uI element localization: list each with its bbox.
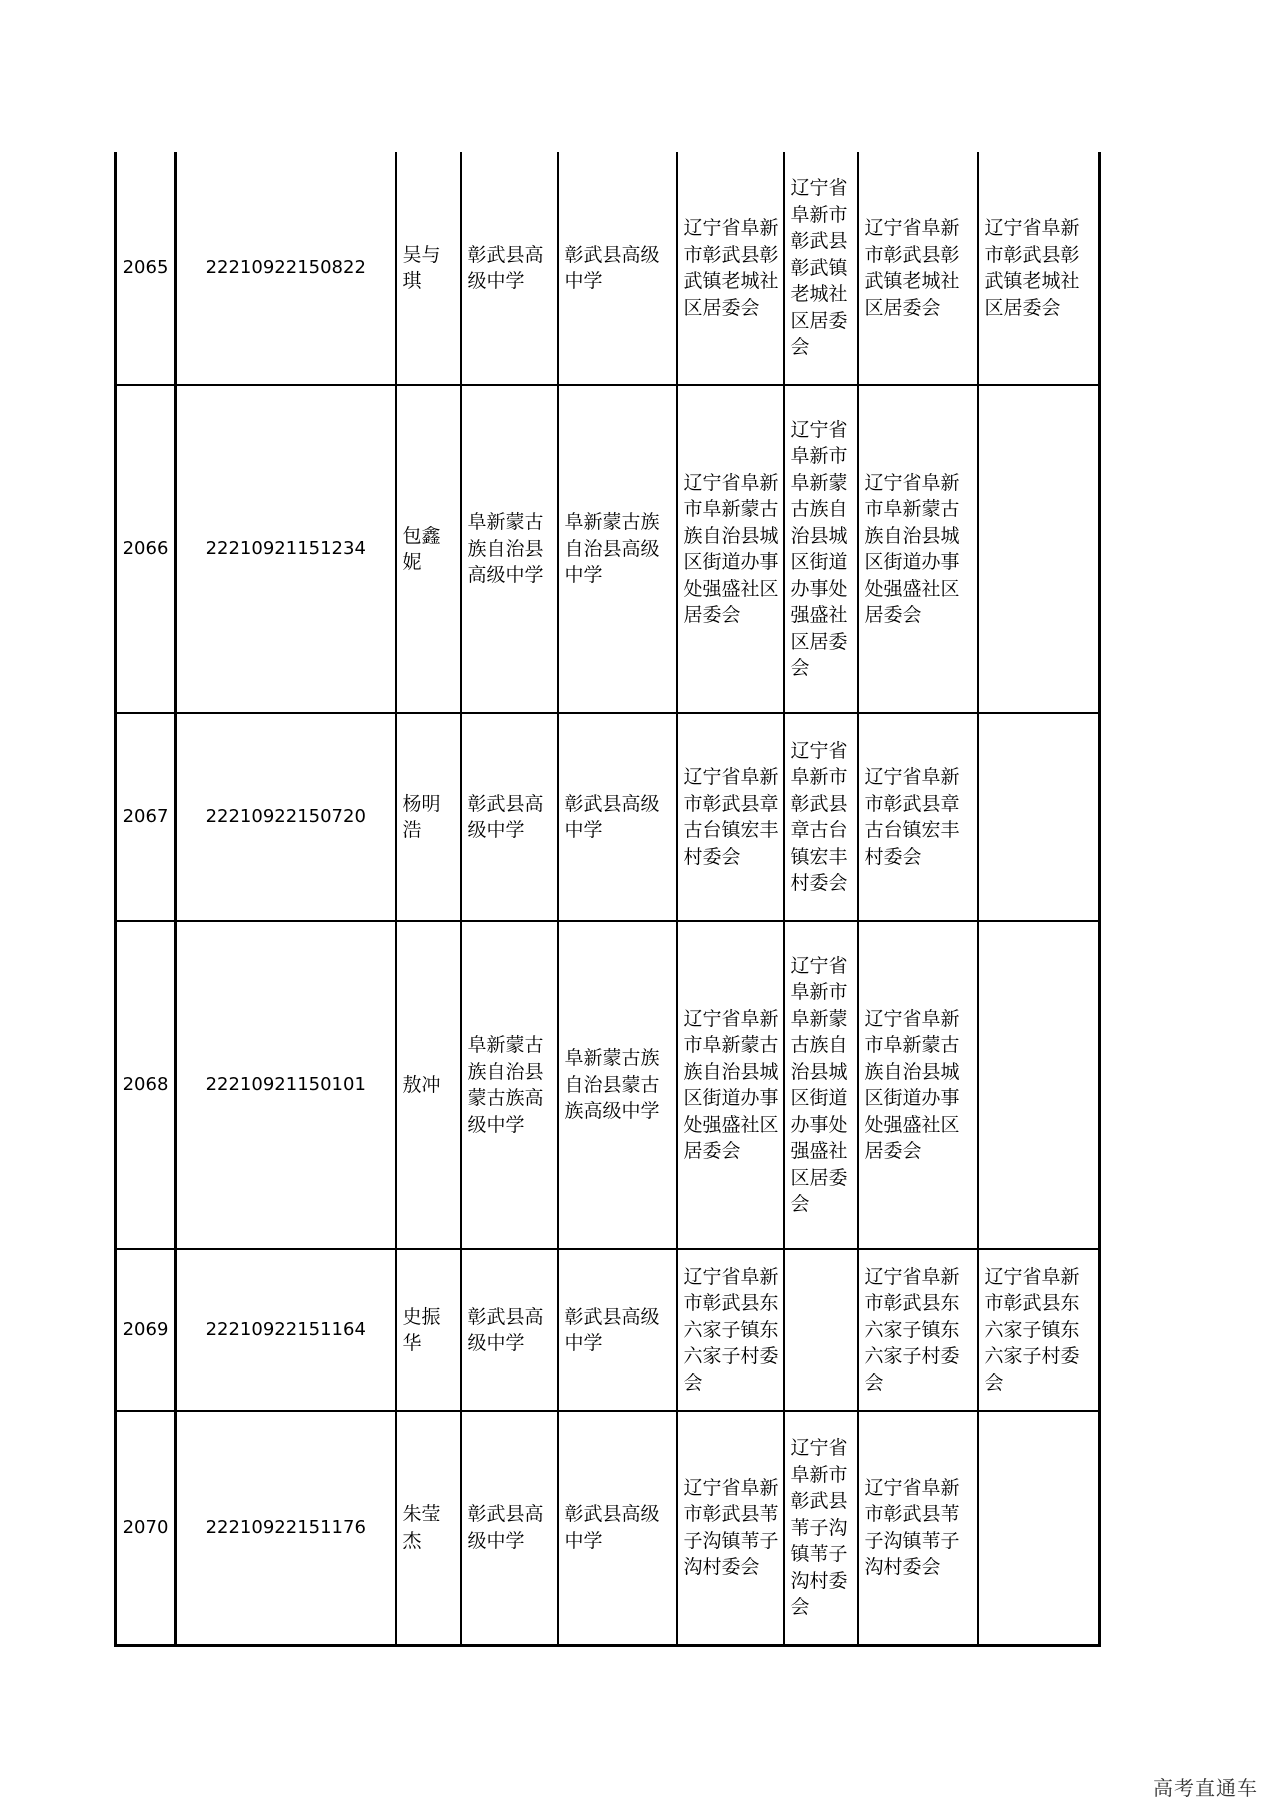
address-3: 辽宁省阜新市阜新蒙古族自治县城区街道办事处强盛社区居委会	[858, 385, 978, 713]
address-4	[978, 1411, 1100, 1645]
address-1: 辽宁省阜新市阜新蒙古族自治县城区街道办事处强盛社区居委会	[677, 921, 784, 1249]
school-full: 彰武县高级中学	[558, 713, 677, 921]
school: 阜新蒙古族自治县蒙古族高级中学	[461, 921, 558, 1249]
student-name: 吴与琪	[396, 152, 461, 385]
school-full: 阜新蒙古族自治县蒙古族高级中学	[558, 921, 677, 1249]
address-1: 辽宁省阜新市阜新蒙古族自治县城区街道办事处强盛社区居委会	[677, 385, 784, 713]
address-1: 辽宁省阜新市彰武县东六家子镇东六家子村委会	[677, 1249, 784, 1411]
school: 彰武县高级中学	[461, 1411, 558, 1645]
address-3: 辽宁省阜新市阜新蒙古族自治县城区街道办事处强盛社区居委会	[858, 921, 978, 1249]
exam-id: 22210921151234	[176, 385, 396, 713]
row-index: 2066	[116, 385, 176, 713]
student-name: 杨明浩	[396, 713, 461, 921]
exam-id: 22210922150822	[176, 152, 396, 385]
address-4: 辽宁省阜新市彰武县东六家子镇东六家子村委会	[978, 1249, 1100, 1411]
row-index: 2070	[116, 1411, 176, 1645]
address-3: 辽宁省阜新市彰武县章古台镇宏丰村委会	[858, 713, 978, 921]
table-row	[116, 713, 1100, 921]
exam-id: 22210922151164	[176, 1249, 396, 1411]
exam-id: 22210921150101	[176, 921, 396, 1249]
school: 阜新蒙古族自治县高级中学	[461, 385, 558, 713]
row-index: 2069	[116, 1249, 176, 1411]
school-full: 彰武县高级中学	[558, 1411, 677, 1645]
address-4	[978, 921, 1100, 1249]
address-1: 辽宁省阜新市彰武县苇子沟镇苇子沟村委会	[677, 1411, 784, 1645]
record-table-container	[114, 152, 1101, 1647]
table-row	[116, 152, 1100, 385]
school: 彰武县高级中学	[461, 1249, 558, 1411]
address-1: 辽宁省阜新市彰武县彰武镇老城社区居委会	[677, 152, 784, 385]
record-table	[114, 152, 1101, 1647]
table-row	[116, 1249, 1100, 1411]
student-name: 包鑫妮	[396, 385, 461, 713]
school-full: 彰武县高级中学	[558, 152, 677, 385]
table-row	[116, 385, 1100, 713]
address-4	[978, 713, 1100, 921]
row-index: 2067	[116, 713, 176, 921]
address-2: 辽宁省阜新市阜新蒙古族自治县城区街道办事处强盛社区居委会	[784, 385, 858, 713]
address-3: 辽宁省阜新市彰武县东六家子镇东六家子村委会	[858, 1249, 978, 1411]
watermark-text: 高考直通车	[1153, 1776, 1258, 1800]
address-3: 辽宁省阜新市彰武县彰武镇老城社区居委会	[858, 152, 978, 385]
student-name: 史振华	[396, 1249, 461, 1411]
school-full: 阜新蒙古族自治县高级中学	[558, 385, 677, 713]
address-2: 辽宁省阜新市彰武县章古台镇宏丰村委会	[784, 713, 858, 921]
address-2: 辽宁省阜新市阜新蒙古族自治县城区街道办事处强盛社区居委会	[784, 921, 858, 1249]
table-row	[116, 1411, 1100, 1645]
address-3: 辽宁省阜新市彰武县苇子沟镇苇子沟村委会	[858, 1411, 978, 1645]
address-4	[978, 385, 1100, 713]
row-index: 2068	[116, 921, 176, 1249]
school-full: 彰武县高级中学	[558, 1249, 677, 1411]
address-4: 辽宁省阜新市彰武县彰武镇老城社区居委会	[978, 152, 1100, 385]
row-index: 2065	[116, 152, 176, 385]
table-row	[116, 921, 1100, 1249]
address-1: 辽宁省阜新市彰武县章古台镇宏丰村委会	[677, 713, 784, 921]
address-2	[784, 1249, 858, 1411]
school: 彰武县高级中学	[461, 152, 558, 385]
school: 彰武县高级中学	[461, 713, 558, 921]
address-2: 辽宁省阜新市彰武县苇子沟镇苇子沟村委会	[784, 1411, 858, 1645]
student-name: 朱莹杰	[396, 1411, 461, 1645]
exam-id: 22210922151176	[176, 1411, 396, 1645]
student-name: 敖冲	[396, 921, 461, 1249]
exam-id: 22210922150720	[176, 713, 396, 921]
address-2: 辽宁省阜新市彰武县彰武镇老城社区居委会	[784, 152, 858, 385]
